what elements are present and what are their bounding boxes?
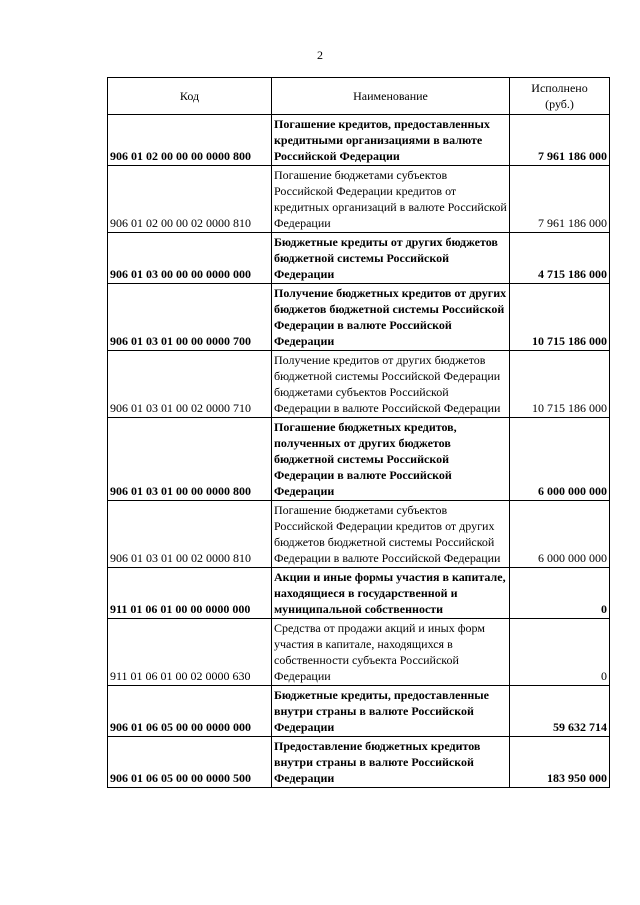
row-code: 906 01 06 05 00 00 0000 500 bbox=[108, 737, 272, 788]
table-header-row bbox=[108, 78, 610, 115]
row-amount: 7 961 186 000 bbox=[510, 115, 610, 166]
row-amount: 0 bbox=[510, 568, 610, 619]
table-row bbox=[108, 351, 610, 418]
row-name: Бюджетные кредиты, предоставленные внутри страны в валюте Российской Федерации bbox=[272, 686, 510, 737]
row-name: Акции и иные формы участия в капитале, находящиеся в государственной и муниципальной собственности bbox=[272, 568, 510, 619]
row-code: 911 01 06 01 00 02 0000 630 bbox=[108, 619, 272, 686]
row-amount: 0 bbox=[510, 619, 610, 686]
row-code: 906 01 02 00 00 00 0000 800 bbox=[108, 115, 272, 166]
row-code: 906 01 03 01 00 02 0000 810 bbox=[108, 501, 272, 568]
row-amount: 59 632 714 bbox=[510, 686, 610, 737]
row-name: Предоставление бюджетных кредитов внутри страны в валюте Российской Федерации bbox=[272, 737, 510, 788]
page-number: 2 bbox=[317, 48, 323, 62]
row-code: 906 01 03 01 00 02 0000 710 bbox=[108, 351, 272, 418]
row-amount: 183 950 000 bbox=[510, 737, 610, 788]
row-amount: 10 715 186 000 bbox=[510, 351, 610, 418]
table-row bbox=[108, 568, 610, 619]
row-amount: 6 000 000 000 bbox=[510, 418, 610, 501]
row-code: 906 01 03 00 00 00 0000 000 bbox=[108, 233, 272, 284]
row-name: Бюджетные кредиты от других бюджетов бюджетной системы Российской Федерации bbox=[272, 233, 510, 284]
table-row bbox=[108, 166, 610, 233]
table-row bbox=[108, 115, 610, 166]
table-row bbox=[108, 686, 610, 737]
table-row bbox=[108, 418, 610, 501]
row-amount: 6 000 000 000 bbox=[510, 501, 610, 568]
header-amount: Исполнено (руб.) bbox=[510, 78, 610, 115]
row-code: 911 01 06 01 00 00 0000 000 bbox=[108, 568, 272, 619]
table-row bbox=[108, 737, 610, 788]
row-amount: 7 961 186 000 bbox=[510, 166, 610, 233]
row-amount: 10 715 186 000 bbox=[510, 284, 610, 351]
table-row bbox=[108, 501, 610, 568]
table-row bbox=[108, 233, 610, 284]
header-name: Наименование bbox=[272, 78, 510, 115]
row-name: Получение кредитов от других бюджетов бюджетной системы Российской Федерации бюджетами субъектов Российской Федерации в валюте Российской Федерации bbox=[272, 351, 510, 418]
row-name: Погашение бюджетами субъектов Российской Федерации кредитов от кредитных организаций в валюте Российской Федерации bbox=[272, 166, 510, 233]
row-name: Средства от продажи акций и иных форм участия в капитале, находящихся в собственности субъекта Российской Федерации bbox=[272, 619, 510, 686]
row-code: 906 01 03 01 00 00 0000 700 bbox=[108, 284, 272, 351]
row-name: Погашение кредитов, предоставленных кредитными организациями в валюте Российской Федерации bbox=[272, 115, 510, 166]
budget-table bbox=[107, 77, 610, 788]
row-amount: 4 715 186 000 bbox=[510, 233, 610, 284]
row-name: Погашение бюджетами субъектов Российской Федерации кредитов от других бюджетов бюджетной системы Российской Федерации в валюте Российской Федерации bbox=[272, 501, 510, 568]
table-row bbox=[108, 284, 610, 351]
row-code: 906 01 06 05 00 00 0000 000 bbox=[108, 686, 272, 737]
table-row bbox=[108, 619, 610, 686]
row-name: Получение бюджетных кредитов от других бюджетов бюджетной системы Российской Федерации в валюте Российской Федерации bbox=[272, 284, 510, 351]
table-body bbox=[108, 115, 610, 788]
row-name: Погашение бюджетных кредитов, полученных от других бюджетов бюджетной системы Российской Федерации в валюте Российской Федерации bbox=[272, 418, 510, 501]
header-code: Код bbox=[108, 78, 272, 115]
row-code: 906 01 02 00 00 02 0000 810 bbox=[108, 166, 272, 233]
row-code: 906 01 03 01 00 00 0000 800 bbox=[108, 418, 272, 501]
